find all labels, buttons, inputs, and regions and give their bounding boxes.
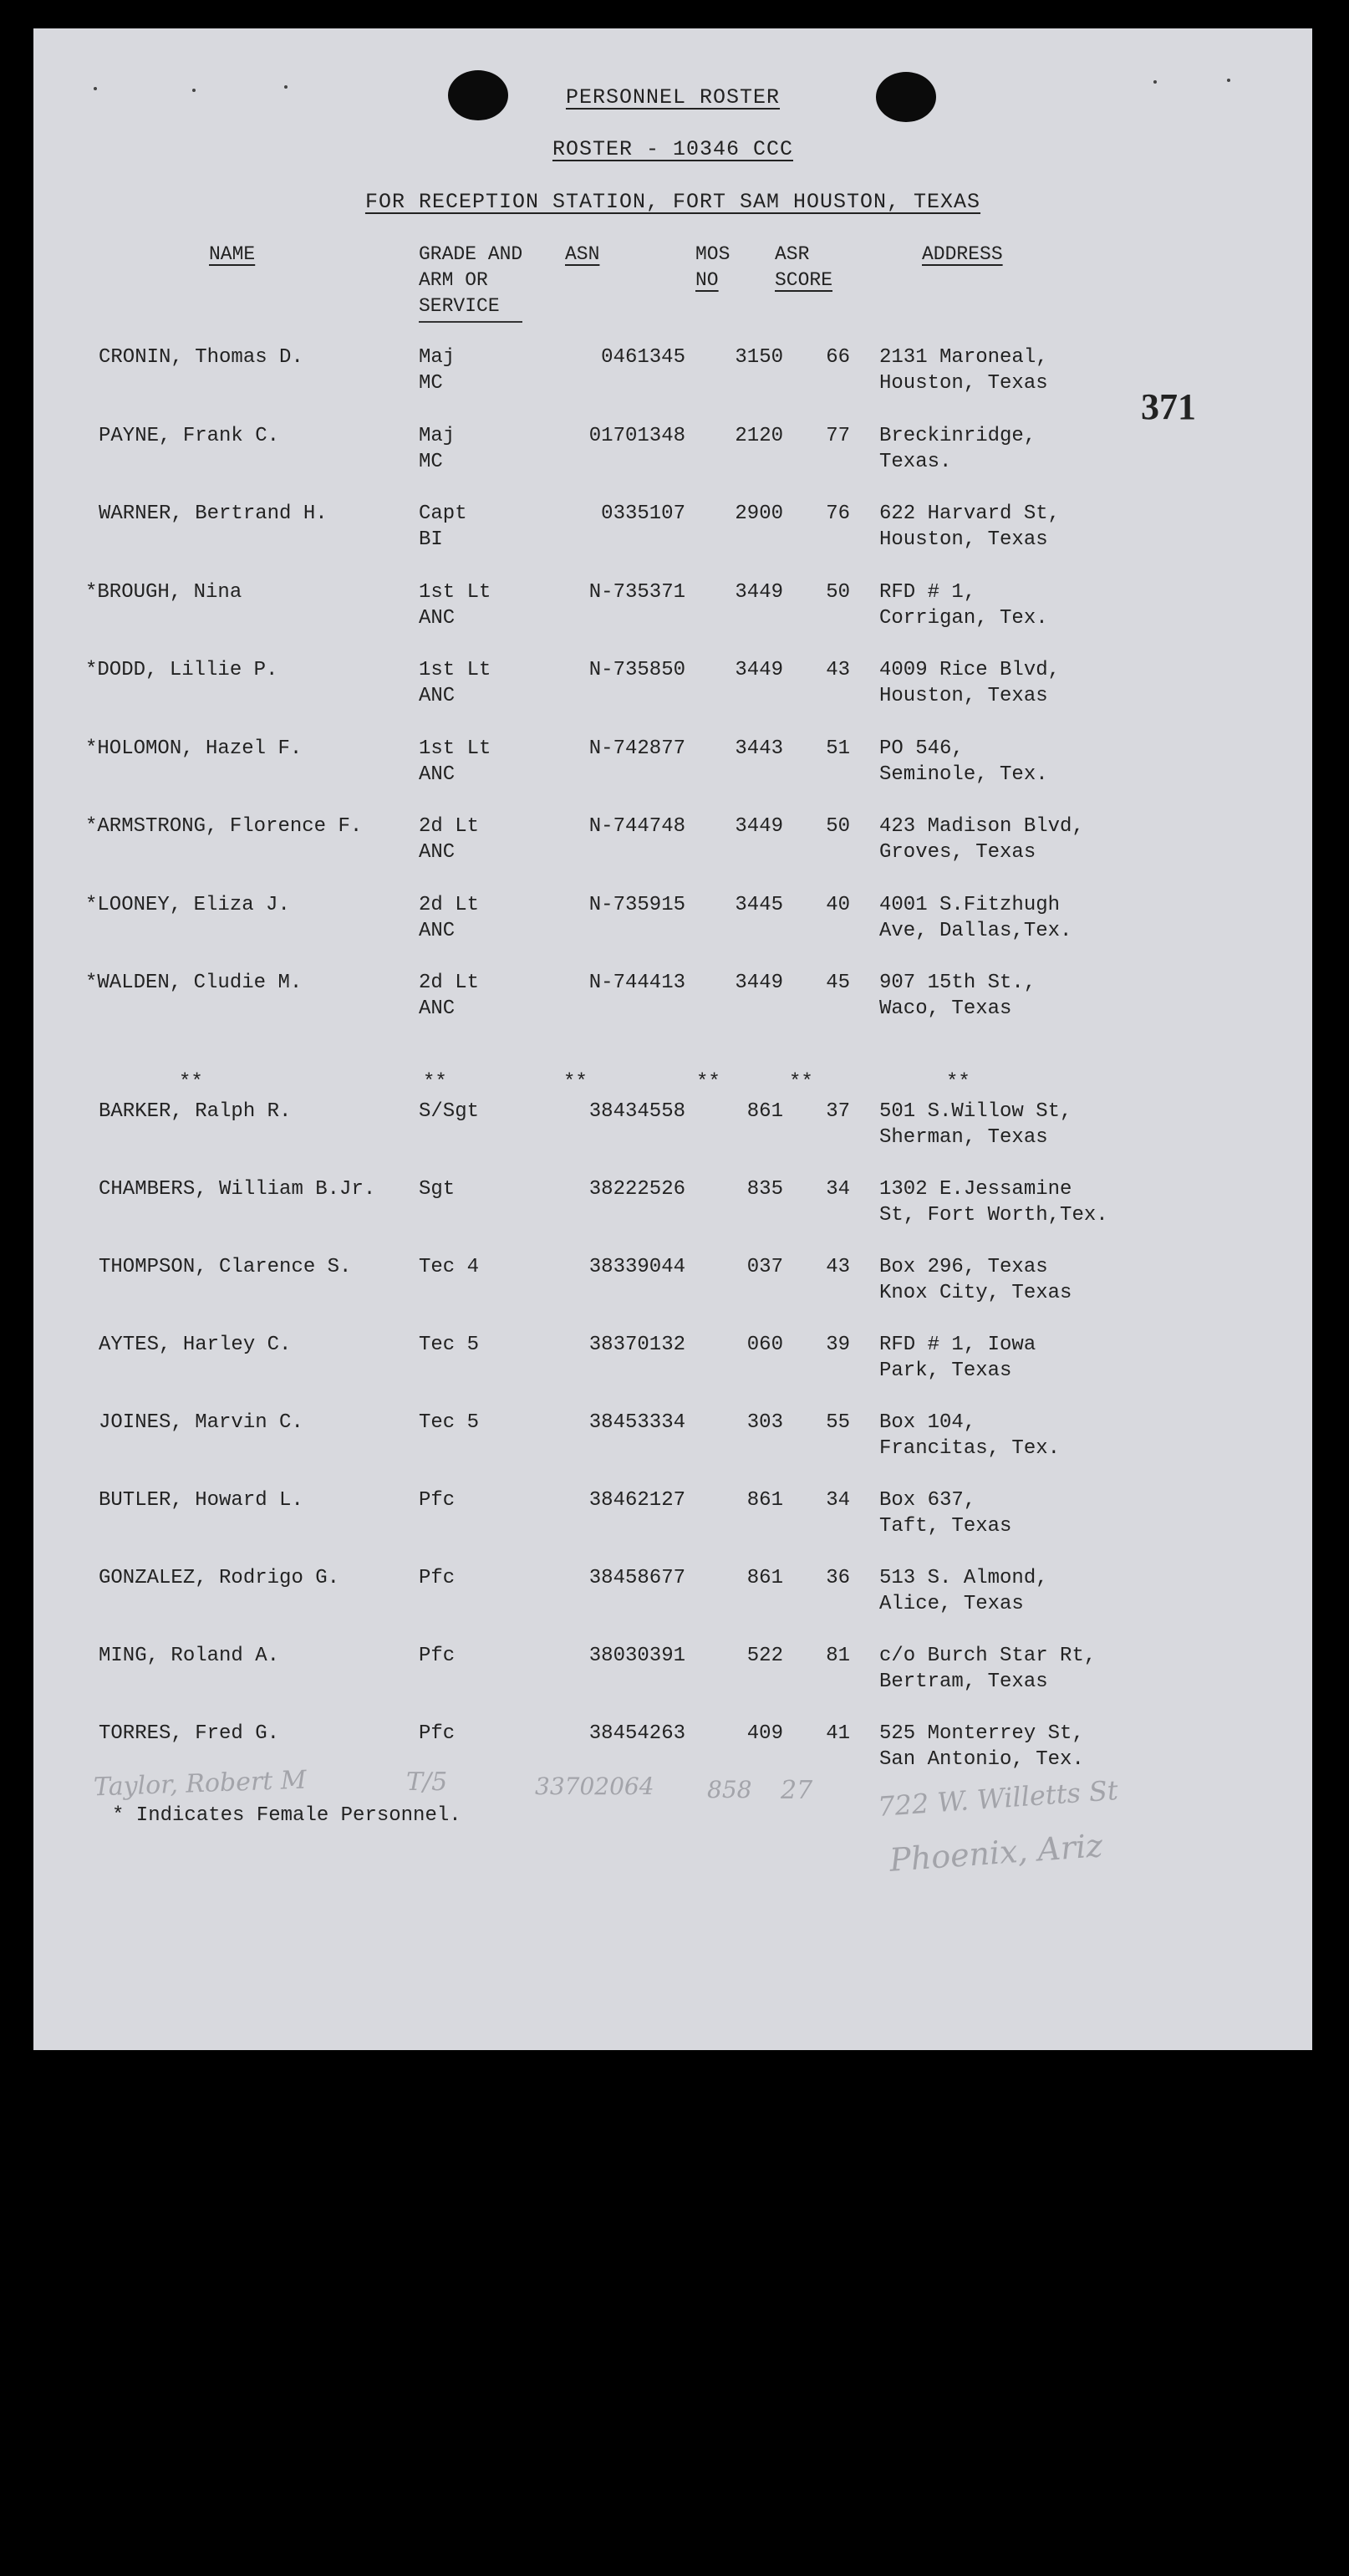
table-row xyxy=(33,814,1312,867)
mos-number: 835 xyxy=(746,1178,783,1201)
person-name: *BROUGH, Nina xyxy=(85,580,242,604)
grade: Sgt xyxy=(419,1178,456,1201)
person-name: BARKER, Ralph R. xyxy=(99,1100,292,1123)
army-serial-number: N-735371 xyxy=(588,580,685,604)
grade-line: 2d Lt xyxy=(419,815,480,838)
address-line: Knox City, Texas xyxy=(879,1282,1072,1304)
army-serial-number: 38339044 xyxy=(588,1256,685,1278)
asr-score: 40 xyxy=(826,893,850,916)
army-serial-number: 38462127 xyxy=(588,1489,685,1512)
header-name: NAME xyxy=(209,243,256,265)
grade-line: 1st Lt xyxy=(419,737,491,760)
address-line: 907 15th St., xyxy=(879,972,1036,994)
table-row xyxy=(33,1643,1312,1696)
table-row xyxy=(33,501,1312,554)
address xyxy=(879,736,1048,788)
table-row xyxy=(33,1721,1312,1774)
person-name: CRONIN, Thomas D. xyxy=(99,346,303,369)
address-line: Ave, Dallas,Tex. xyxy=(879,919,1072,942)
person-name: WARNER, Bertrand H. xyxy=(99,502,328,525)
header-asn: ASN xyxy=(565,243,600,265)
table-row xyxy=(33,1254,1312,1308)
person-name: *WALDEN, Cludie M. xyxy=(85,972,303,994)
address xyxy=(879,1565,1048,1617)
table-row xyxy=(33,423,1312,477)
address xyxy=(879,423,1036,475)
army-serial-number: N-735915 xyxy=(588,893,685,916)
address-line: Box 296, Texas xyxy=(879,1256,1048,1278)
mos-number: 522 xyxy=(746,1645,783,1667)
table-row xyxy=(33,1099,1312,1152)
address-line: RFD # 1, xyxy=(879,580,976,604)
address-line: 622 Harvard St, xyxy=(879,502,1061,525)
address-line: Corrigan, Tex. xyxy=(879,606,1048,630)
grade: Pfc xyxy=(419,1645,456,1667)
grade xyxy=(419,579,491,631)
address xyxy=(879,814,1084,865)
address-line: Waco, Texas xyxy=(879,997,1012,1020)
asr-score: 66 xyxy=(826,346,850,369)
grade-line: Capt xyxy=(419,502,467,525)
asr-score: 50 xyxy=(826,580,850,604)
grade-line: Maj xyxy=(419,424,456,447)
grade: Pfc xyxy=(419,1722,456,1745)
address-line: Taft, Texas xyxy=(879,1515,1012,1538)
table-row xyxy=(33,1487,1312,1541)
grade: Tec 5 xyxy=(419,1334,480,1356)
mos-number: 3449 xyxy=(735,659,783,681)
grade: Pfc xyxy=(419,1567,456,1589)
asr-score: 37 xyxy=(826,1100,850,1123)
asr-score: 51 xyxy=(826,737,850,760)
mos-number: 3449 xyxy=(735,580,783,604)
grade-line: MC xyxy=(419,372,443,395)
header-address: ADDRESS xyxy=(922,243,1003,265)
separator-mark: ** xyxy=(179,1071,203,1094)
person-name: BUTLER, Howard L. xyxy=(99,1489,303,1512)
address-line: Box 104, xyxy=(879,1411,976,1434)
separator-mark: ** xyxy=(789,1071,813,1094)
address xyxy=(879,1099,1072,1150)
mos-number: 2120 xyxy=(735,424,783,447)
header-mos: MOS NO xyxy=(695,243,730,291)
handwritten-name: Taylor, Robert M xyxy=(93,1765,308,1803)
grade: Pfc xyxy=(419,1489,456,1512)
person-name: THOMPSON, Clarence S. xyxy=(99,1256,352,1278)
asr-score: 81 xyxy=(826,1645,850,1667)
address xyxy=(879,1176,1108,1228)
separator-mark: ** xyxy=(696,1071,720,1094)
mos-number: 861 xyxy=(746,1489,783,1512)
mos-number: 3443 xyxy=(735,737,783,760)
person-name: GONZALEZ, Rodrigo G. xyxy=(99,1567,340,1589)
army-serial-number: N-744413 xyxy=(588,972,685,994)
grade-line: 2d Lt xyxy=(419,893,480,916)
address-line: 501 S.Willow St, xyxy=(879,1100,1072,1123)
asr-score: 50 xyxy=(826,815,850,838)
address-line: 513 S. Almond, xyxy=(879,1567,1048,1589)
grade: Tec 5 xyxy=(419,1411,480,1434)
address-line: Texas. xyxy=(879,450,952,473)
address-line: Francitas, Tex. xyxy=(879,1437,1061,1460)
army-serial-number: N-742877 xyxy=(588,737,685,760)
address xyxy=(879,1410,1060,1461)
person-name: *DODD, Lillie P. xyxy=(85,659,278,681)
person-name: *ARMSTRONG, Florence F. xyxy=(85,815,363,838)
address-line: PO 546, xyxy=(879,737,964,760)
table-row xyxy=(33,1176,1312,1230)
grade-line: ANC xyxy=(419,606,456,630)
mos-number: 037 xyxy=(746,1256,783,1278)
address xyxy=(879,970,1036,1022)
header-grade: GRADE AND ARM OR SERVICE xyxy=(419,242,522,323)
grade xyxy=(419,970,479,1022)
mos-number: 409 xyxy=(746,1722,783,1745)
army-serial-number: N-735850 xyxy=(588,659,685,681)
grade-line: ANC xyxy=(419,763,456,786)
person-name: JOINES, Marvin C. xyxy=(99,1411,303,1434)
army-serial-number: 38434558 xyxy=(588,1100,685,1123)
table-row xyxy=(33,579,1312,633)
paper-speck xyxy=(1153,80,1157,84)
address-line: 1302 E.Jessamine xyxy=(879,1178,1072,1201)
roster-document xyxy=(33,28,1312,2050)
grade-line: ANC xyxy=(419,841,456,864)
header-asr-score: ASR SCORE xyxy=(775,243,833,291)
person-name: MING, Roland A. xyxy=(99,1645,280,1667)
address xyxy=(879,344,1048,396)
address-line: Seminole, Tex. xyxy=(879,763,1048,786)
asr-score: 45 xyxy=(826,972,850,994)
address xyxy=(879,1487,1011,1539)
grade: Tec 4 xyxy=(419,1256,480,1278)
mos-number: 861 xyxy=(746,1100,783,1123)
grade xyxy=(419,423,455,475)
person-name: PAYNE, Frank C. xyxy=(99,424,280,447)
mos-number: 3150 xyxy=(735,346,783,369)
address xyxy=(879,1332,1036,1384)
asr-score: 77 xyxy=(826,424,850,447)
station-title: FOR RECEPTION STATION, FORT SAM HOUSTON, TEXAS xyxy=(364,190,981,214)
address-line: 4001 S.Fitzhugh xyxy=(879,893,1061,916)
handwritten-address-line2: Phoenix, Ariz xyxy=(888,1827,1104,1879)
roster-subtitle: ROSTER - 10346 CCC xyxy=(552,137,794,161)
address-line: 423 Madison Blvd, xyxy=(879,815,1084,838)
handwritten-address-line1: 722 W. Willetts St xyxy=(877,1774,1119,1823)
grade: S/Sgt xyxy=(419,1100,480,1123)
grade xyxy=(419,344,455,396)
address-line: 2131 Maroneal, xyxy=(879,346,1048,369)
handwritten-asn: 33702064 xyxy=(535,1773,654,1800)
grade-line: ANC xyxy=(419,685,456,707)
mos-number: 3449 xyxy=(735,815,783,838)
address xyxy=(879,1721,1084,1773)
asr-score: 34 xyxy=(826,1489,850,1512)
grade xyxy=(419,892,479,944)
address-line: Houston, Texas xyxy=(879,685,1048,707)
army-serial-number: 0461345 xyxy=(601,346,685,369)
grade-line: BI xyxy=(419,528,443,551)
address-line: 525 Monterrey St, xyxy=(879,1722,1084,1745)
address-line: RFD # 1, Iowa xyxy=(879,1334,1036,1356)
grade-line: MC xyxy=(419,450,443,473)
handwritten-mos: 858 xyxy=(707,1776,752,1803)
asr-score: 43 xyxy=(826,1256,850,1278)
army-serial-number: 38222526 xyxy=(588,1178,685,1201)
address xyxy=(879,1254,1072,1306)
asr-score: 76 xyxy=(826,502,850,525)
table-row xyxy=(33,344,1312,398)
address-line: Breckinridge, xyxy=(879,424,1036,447)
table-row xyxy=(33,1565,1312,1619)
army-serial-number: 38458677 xyxy=(588,1567,685,1589)
address xyxy=(879,892,1072,944)
person-name: CHAMBERS, William B.Jr. xyxy=(99,1178,376,1201)
separator-mark: ** xyxy=(563,1071,588,1094)
document-title: PERSONNEL ROSTER xyxy=(565,85,781,110)
grade xyxy=(419,501,467,553)
asr-score: 34 xyxy=(826,1178,850,1201)
address-line: Groves, Texas xyxy=(879,841,1036,864)
mos-number: 3449 xyxy=(735,972,783,994)
paper-speck xyxy=(1227,79,1230,82)
army-serial-number: 38453334 xyxy=(588,1411,685,1434)
address-line: Houston, Texas xyxy=(879,528,1048,551)
army-serial-number: 0335107 xyxy=(601,502,685,525)
asr-score: 41 xyxy=(826,1722,850,1745)
table-row xyxy=(33,736,1312,789)
grade-line: Maj xyxy=(419,346,456,369)
army-serial-number: 38370132 xyxy=(588,1334,685,1356)
grade-line: ANC xyxy=(419,919,456,942)
mos-number: 060 xyxy=(746,1334,783,1356)
table-row xyxy=(33,1332,1312,1385)
person-name: *HOLOMON, Hazel F. xyxy=(85,737,303,760)
mos-number: 303 xyxy=(746,1411,783,1434)
grade xyxy=(419,657,491,709)
asr-score: 43 xyxy=(826,659,850,681)
address-line: Bertram, Texas xyxy=(879,1671,1048,1693)
table-row xyxy=(33,657,1312,711)
address-line: Houston, Texas xyxy=(879,372,1048,395)
table-row xyxy=(33,1410,1312,1463)
army-serial-number: 38030391 xyxy=(588,1645,685,1667)
address-line: Sherman, Texas xyxy=(879,1126,1048,1149)
address-line: 4009 Rice Blvd, xyxy=(879,659,1061,681)
asr-score: 36 xyxy=(826,1567,850,1589)
mos-number: 861 xyxy=(746,1567,783,1589)
footnote: * Indicates Female Personnel. xyxy=(112,1804,461,1827)
address xyxy=(879,501,1060,553)
asr-score: 39 xyxy=(826,1334,850,1356)
mos-number: 2900 xyxy=(735,502,783,525)
army-serial-number: 38454263 xyxy=(588,1722,685,1745)
handwritten-grade: T/5 xyxy=(406,1767,448,1797)
grade xyxy=(419,736,491,788)
address xyxy=(879,657,1060,709)
address-line: Alice, Texas xyxy=(879,1593,1024,1615)
table-row xyxy=(33,892,1312,946)
grade-line: 1st Lt xyxy=(419,659,491,681)
address-line: San Antonio, Tex. xyxy=(879,1748,1084,1771)
person-name: *LOONEY, Eliza J. xyxy=(85,893,290,916)
separator-mark: ** xyxy=(946,1071,970,1094)
grade-line: 1st Lt xyxy=(419,580,491,604)
grade-line: 2d Lt xyxy=(419,972,480,994)
table-row xyxy=(33,970,1312,1023)
address-line: St, Fort Worth,Tex. xyxy=(879,1204,1108,1227)
separator-mark: ** xyxy=(423,1071,447,1094)
address xyxy=(879,1643,1096,1695)
grade xyxy=(419,814,479,865)
address xyxy=(879,579,1048,631)
address-line: c/o Burch Star Rt, xyxy=(879,1645,1097,1667)
army-serial-number: N-744748 xyxy=(588,815,685,838)
address-line: Box 637, xyxy=(879,1489,976,1512)
grade-line: ANC xyxy=(419,997,456,1020)
army-serial-number: 01701348 xyxy=(588,424,685,447)
page-number: 371 xyxy=(1141,386,1196,427)
person-name: AYTES, Harley C. xyxy=(99,1334,292,1356)
handwritten-score: 27 xyxy=(781,1776,813,1805)
address-line: Park, Texas xyxy=(879,1359,1012,1382)
asr-score: 55 xyxy=(826,1411,850,1434)
person-name: TORRES, Fred G. xyxy=(99,1722,280,1745)
mos-number: 3445 xyxy=(735,893,783,916)
